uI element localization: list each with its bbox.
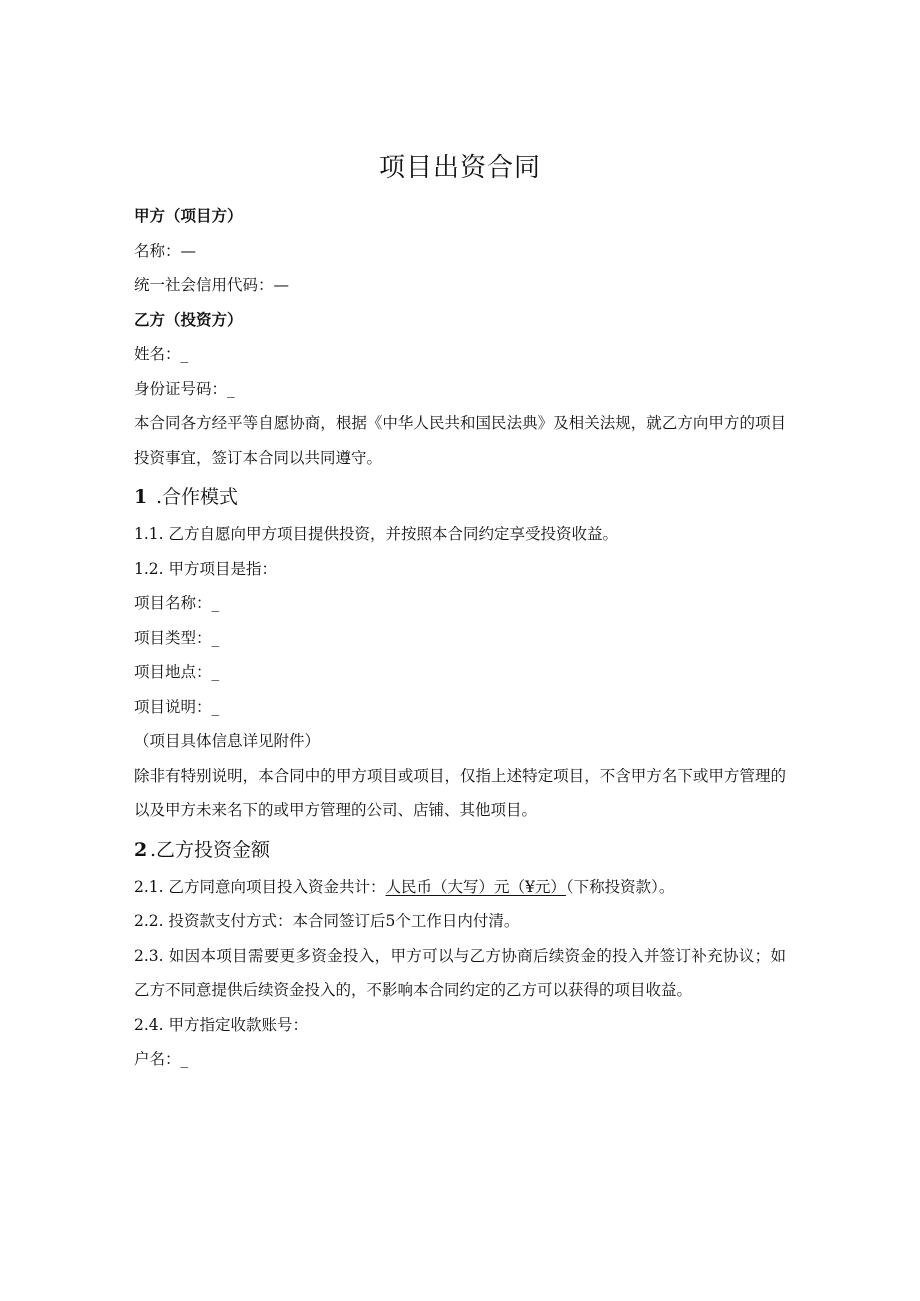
clause-2-1-prefix: 2.1. 乙方同意向项目投入资金共计： xyxy=(134,877,386,896)
clause-2-1 xyxy=(134,870,786,905)
attachment-note: （项目具体信息详见附件） xyxy=(134,732,321,750)
project-description: 项目说明：_ xyxy=(134,697,220,716)
clause-2-4: 2.4. 甲方指定收款账号： xyxy=(134,1015,309,1034)
clause-2-3: 2.3. 如因本项目需要更多资金投入，甲方可以与乙方协商后续资金的投入并签订补充协议；如乙方不同意提供后续资金投入的，不影响本合同约定的乙方可以获得的项目收益。 xyxy=(134,946,786,999)
section-1-title: .合作模式 xyxy=(156,486,239,508)
clause-1-2: 1.2. 甲方项目是指： xyxy=(134,559,278,578)
party-b-id-number: 身份证号码：_ xyxy=(134,379,235,398)
project-type: 项目类型：_ xyxy=(134,628,220,647)
account-name: 户名：_ xyxy=(134,1050,189,1068)
project-location: 项目地点：_ xyxy=(134,663,220,681)
clause-2-2: 2.2. 投资款支付方式：本合同签订后5个工作日内付清。 xyxy=(134,912,520,930)
section-2-title: .乙方投资金额 xyxy=(150,838,271,861)
party-a-name: 名称：— xyxy=(134,241,197,260)
party-a-credit-code: 统一社会信用代码：— xyxy=(134,276,290,294)
section-1-number: 1 xyxy=(134,486,148,508)
party-a-heading: 甲方（项目方） xyxy=(134,206,243,225)
preamble-paragraph: 本合同各方经平等自愿协商，根据《中华人民共和国民法典》及相关法规，就乙方向甲方的项目投资事宜，签订本合同以共同遵守。 xyxy=(134,414,786,467)
clause-2-1-suffix: （下称投资款）。 xyxy=(565,877,675,896)
project-name: 项目名称：_ xyxy=(134,594,220,612)
clause-2-1-amount: 人民币（大写）元（¥元） xyxy=(385,877,566,896)
section-2-heading xyxy=(134,830,786,870)
section-2-number: 2 xyxy=(134,838,148,861)
scope-note-paragraph: 除非有特别说明，本合同中的甲方项目或项目，仅指上述特定项目，不含甲方名下或甲方管理的以及甲方未来名下的或甲方管理的公司、店铺、其他项目。 xyxy=(134,766,786,819)
party-b-name: 姓名：_ xyxy=(134,345,189,363)
section-1-heading xyxy=(134,477,786,517)
contract-page xyxy=(134,150,786,1077)
document-title: 项目出资合同 xyxy=(378,153,541,183)
clause-1-1: 1.1. 乙方自愿向甲方项目提供投资，并按照本合同约定享受投资收益。 xyxy=(134,525,619,543)
party-b-heading: 乙方（投资方） xyxy=(134,309,243,329)
